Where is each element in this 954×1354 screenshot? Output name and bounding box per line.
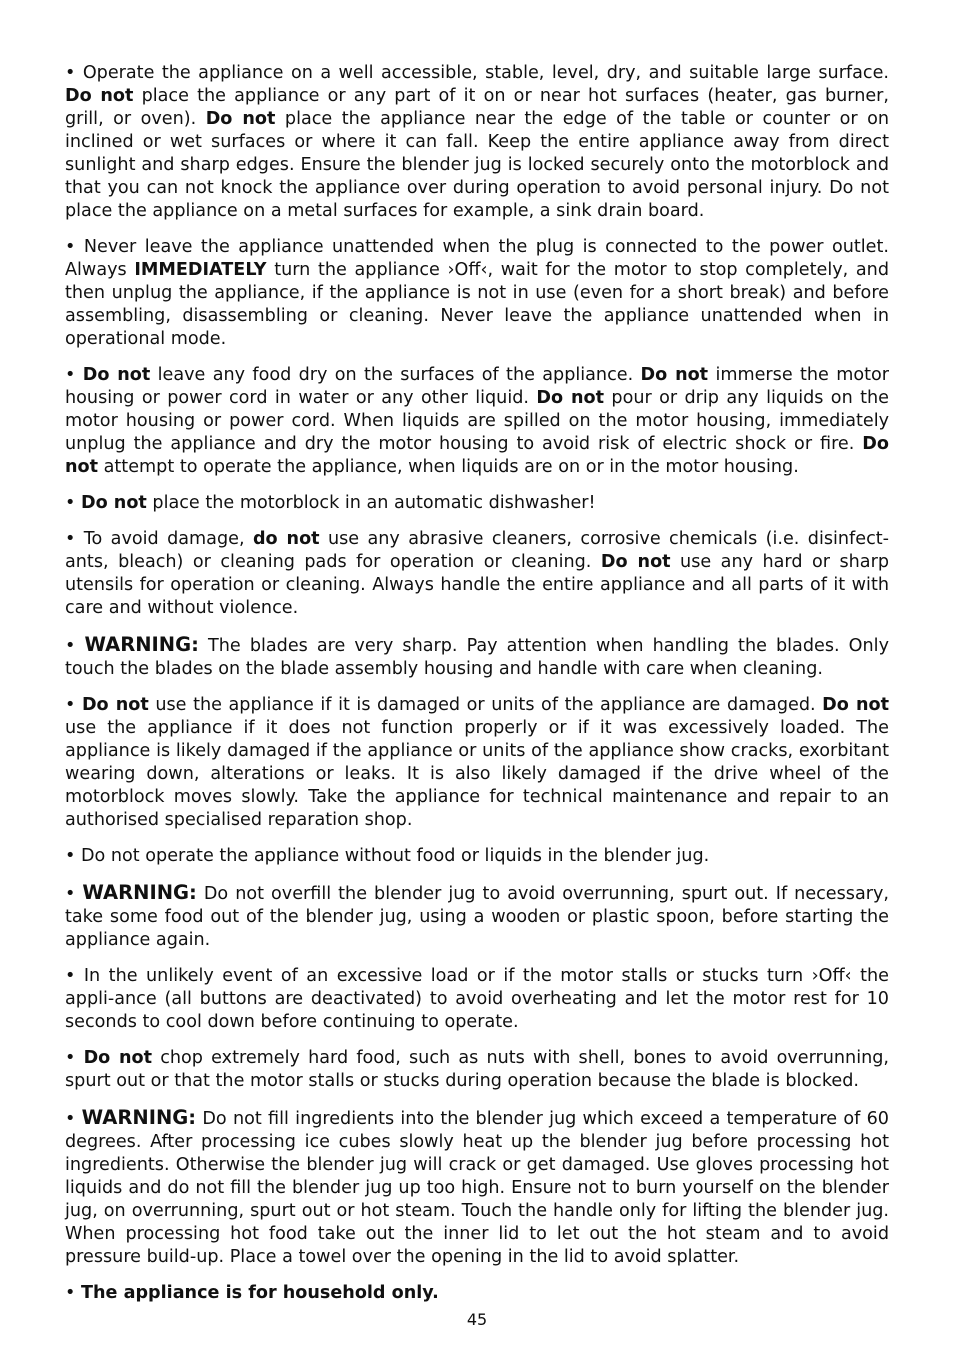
text-run: • — [65, 695, 82, 715]
bold-text: Do not — [81, 695, 149, 715]
bullet-paragraph — [65, 694, 889, 832]
safety-instructions — [65, 62, 889, 1318]
bold-text: Do not — [82, 365, 151, 385]
text-run: place the appliance near the edge of the table or counter or on inclined or wet surfaces or where it can fall. Keep the entire appliance away from direct sunlight and sharp edges. Ensure the blender jug is locked securely onto the motorblock and that you can not knock the appliance over during operation to avoid personal injury. Do not place the appliance on a metal surfaces for example, a sink drain board. — [65, 109, 890, 221]
warning-label: WARNING: — [82, 881, 197, 904]
text-run: place the appliance or any part of it on or near hot surfaces (heater, gas burner, grill, or oven). — [65, 86, 889, 129]
bold-text: Do not — [65, 86, 134, 106]
text-run: leave any food dry on the surfaces of the appliance. — [150, 365, 641, 385]
warning-label: WARNING: — [81, 1106, 197, 1129]
text-run: pour or drip any liquids on the motor housing or power cord. When liquids are spilled on the motor housing, immediately unplug the appliance and dry the motor housing to avoid risk of electric shock or fire. — [65, 388, 889, 454]
bullet-paragraph — [65, 845, 889, 868]
bullet-paragraph — [65, 1282, 889, 1305]
bold-text: The appliance is for household only. — [80, 1283, 439, 1303]
text-run: attempt to operate the appliance, when liquids are on or in the motor housing. — [98, 457, 799, 477]
bullet-paragraph — [65, 492, 889, 515]
text-run: • — [65, 1283, 81, 1303]
bold-text: Do not — [600, 552, 671, 572]
text-run: immerse the motor housing or power cord in water or any other liquid. — [65, 365, 889, 408]
bullet-paragraph — [65, 528, 889, 620]
bullet-paragraph — [65, 364, 889, 479]
bold-text: Do not — [65, 434, 889, 477]
bold-text: Do not — [205, 109, 276, 129]
text-run: • — [65, 1048, 84, 1068]
bullet-paragraph — [65, 965, 889, 1034]
text-run: use the appliance if it is damaged or units of the appliance are damaged. — [148, 695, 823, 715]
bullet-paragraph — [65, 236, 889, 351]
bullet-paragraph — [65, 1106, 889, 1269]
bold-text: Do not — [822, 695, 889, 715]
text-run: • In the unlikely event of an excessive load or if the motor stalls or stucks turn ›Off‹ the appli-ance (all buttons are deactivated) to avoid overheating and let the motor rest for 10 seconds to cool down before continuing to operate. — [65, 966, 889, 1032]
text-run: • — [65, 884, 83, 904]
text-run: chop extremely hard food, such as nuts with shell, bones to avoid overrunning, spurt out or that the motor stalls or stucks during operation because the blade is blocked. — [65, 1048, 889, 1091]
bullet-paragraph — [65, 62, 889, 223]
text-run: turn the appliance ›Off‹, wait for the motor to stop completely, and then unplug the appliance, if the appliance is not in use (even for a short break) and before assembling, disassembling or cleaning. Never leave the appliance unattended when in operational mode. — [65, 260, 889, 349]
text-run: use the appliance if it does not function properly or if it was excessively loaded. The appliance is likely damaged if the appliance or units of the appliance show cracks, exorbitant wearing down, alterations or leaks. It is also likely damaged if the drive wheel of the motorblock moves slowly. Take the appliance for technical maintenance and repair to an authorised specialised reparation shop. — [65, 718, 889, 830]
text-run: Do not fill ingredients into the blender jug which exceed a temperature of 60 degrees. After processing ice cubes slowly heat up the blender jug before processing hot ingredients. Otherwise the blender jug will crack or get damaged. Use gloves processing hot liquids and do not fill the blender jug up too high. Ensure not to burn yourself on the blender jug, on overrunning, spurt out or hot steam. Touch the handle only for lifting the blender jug. When processing hot food take out the inner lid to let out the hot steam and to avoid pressure build-up. Place a towel over the opening in the lid to avoid splatter. — [65, 1109, 889, 1267]
text-run: Do not overfill the blender jug to avoid overrunning, spurt out. If necessary, take some food out of the blender jug, using a wooden or plastic spoon, before starting the appliance again. — [65, 884, 889, 950]
text-run: • — [65, 1109, 82, 1129]
text-run: • — [65, 493, 81, 513]
bold-text: do not — [252, 529, 320, 549]
text-run: • Do not operate the appliance without food or liquids in the blender jug. — [65, 846, 710, 866]
bold-text: Do not — [640, 365, 709, 385]
text-run: • Operate the appliance on a well accessible, stable, level, dry, and suitable large surface. — [65, 63, 889, 83]
text-run: • Never leave the appliance unattended when the plug is connected to the power outlet. Always — [65, 237, 889, 280]
bullet-paragraph — [65, 633, 889, 681]
text-run: The blades are very sharp. Pay attention when handling the blades. Only touch the blades on the blade assembly housing and handle with care when cleaning. — [65, 636, 889, 679]
text-run: use any abrasive cleaners, corrosive chemicals (i.e. disinfect-ants, bleach) or cleaning pads for operation or cleaning. — [65, 529, 889, 572]
bold-text: Do not — [83, 1048, 153, 1068]
bold-text: Do not — [80, 493, 147, 513]
text-run: use any hard or sharp utensils for operation or cleaning. Always handle the entire appliance and all parts of it with care and without violence. — [65, 552, 889, 618]
bullet-paragraph — [65, 1047, 889, 1093]
text-run: • — [65, 636, 85, 656]
bold-text: IMMEDIATELY — [134, 260, 267, 280]
bold-text: Do not — [536, 388, 605, 408]
page-number: 45 — [466, 1310, 488, 1329]
bullet-paragraph — [65, 881, 889, 952]
text-run: • — [65, 365, 83, 385]
text-run: • To avoid damage, — [65, 529, 253, 549]
text-run: place the motorblock in an automatic dishwasher! — [146, 493, 596, 513]
warning-label: WARNING: — [84, 633, 199, 656]
